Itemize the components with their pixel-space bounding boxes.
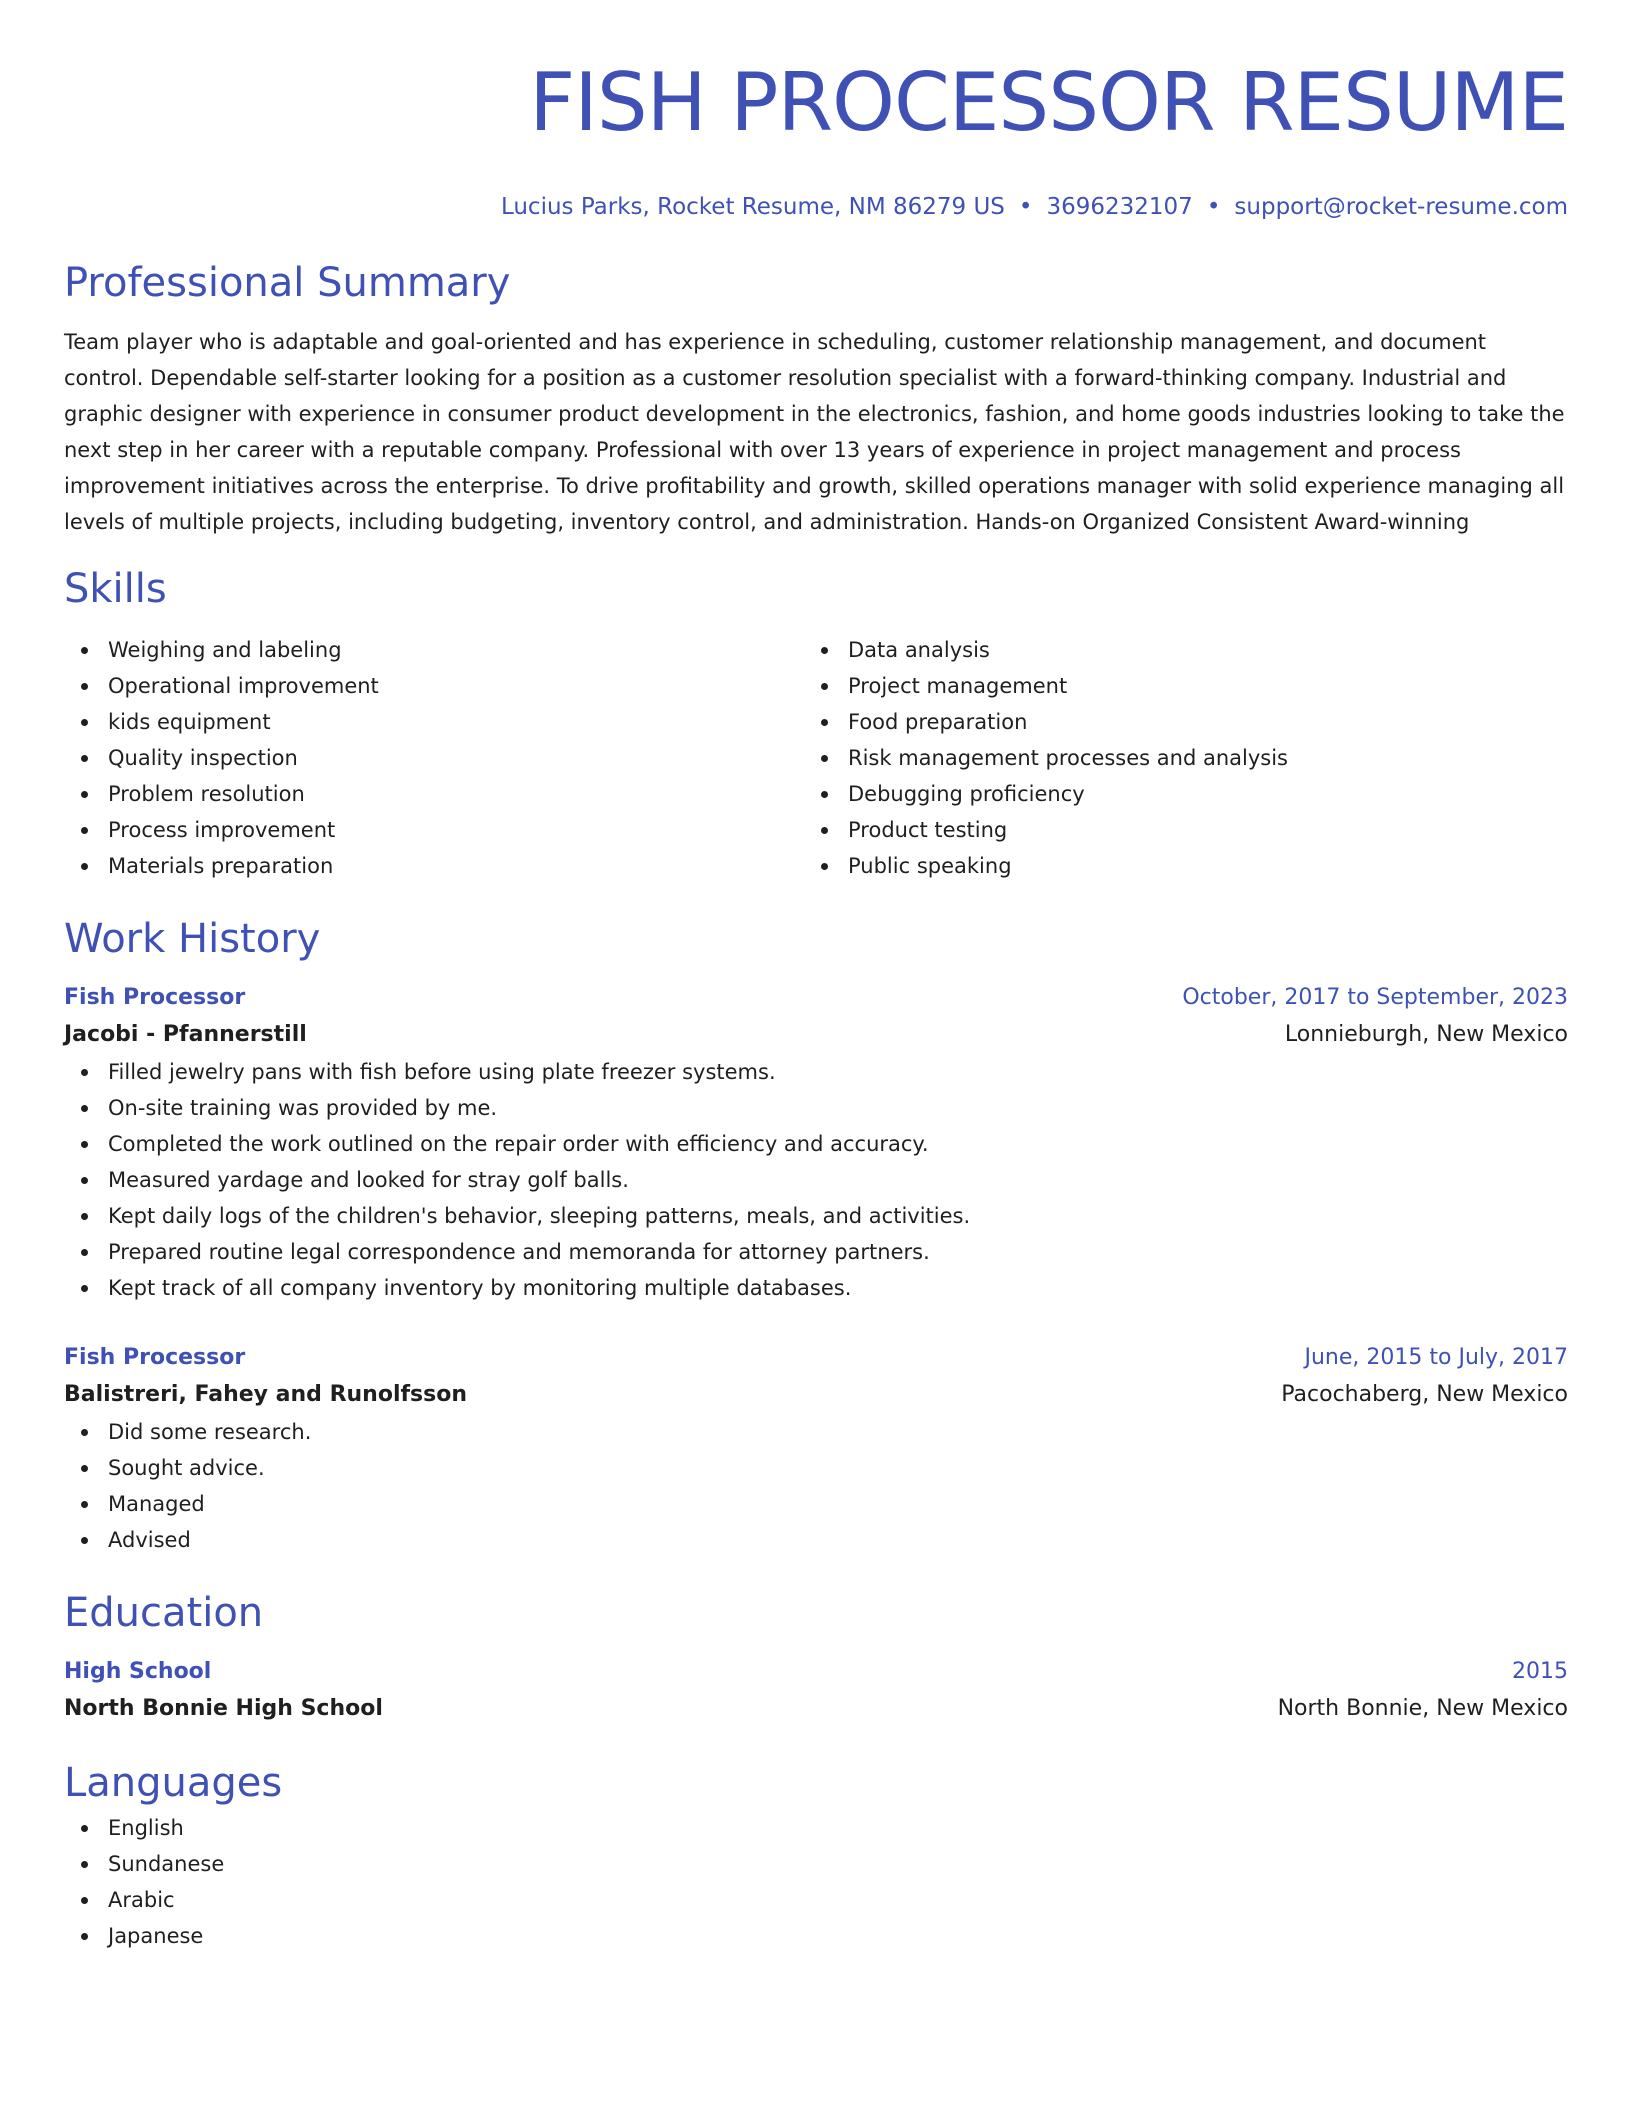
job-location: Pacochaberg, New Mexico — [1281, 1382, 1568, 1407]
skill-item: Operational improvement — [64, 668, 804, 704]
languages-section — [64, 1756, 1568, 1954]
skills-column-right — [804, 632, 1544, 884]
languages-heading: Languages — [64, 1760, 283, 1806]
skill-item: Materials preparation — [64, 848, 804, 884]
job-duty-item: Advised — [64, 1522, 1568, 1558]
job-duty-item: Managed — [64, 1486, 1568, 1522]
skill-item: Debugging proficiency — [804, 776, 1544, 812]
education-degree-row — [64, 1654, 1568, 1690]
language-item: Japanese — [64, 1918, 1568, 1954]
job-company-row — [64, 1016, 1568, 1054]
skills-list-left — [64, 632, 804, 884]
job-location: Lonnieburgh, New Mexico — [1284, 1022, 1568, 1047]
education-location: North Bonnie, New Mexico — [1277, 1696, 1568, 1721]
job-entry — [64, 980, 1568, 1306]
language-item: English — [64, 1810, 1568, 1846]
job-duty-item: Sought advice. — [64, 1450, 1568, 1486]
skill-item: Public speaking — [804, 848, 1544, 884]
resume-title: FISH PROCESSOR RESUME — [529, 56, 1568, 149]
job-title: Fish Processor — [64, 985, 246, 1010]
skill-item: Food preparation — [804, 704, 1544, 740]
education-year: 2015 — [1512, 1659, 1568, 1684]
skill-item: Product testing — [804, 812, 1544, 848]
job-dates: June, 2015 to July, 2017 — [1304, 1345, 1568, 1370]
work-history-heading: Work History — [64, 916, 321, 962]
skill-item: Quality inspection — [64, 740, 804, 776]
contact-line — [64, 192, 1568, 222]
job-duties-list — [64, 1054, 1568, 1306]
education-section — [64, 1586, 1568, 1728]
job-duty-item: Completed the work outlined on the repair order with efficiency and accuracy. — [64, 1126, 1568, 1162]
job-duty-item: On-site training was provided by me. — [64, 1090, 1568, 1126]
contact-separator: • — [1018, 194, 1033, 220]
job-entry — [64, 1340, 1568, 1558]
summary-section — [64, 256, 1568, 540]
skill-item: Risk management processes and analysis — [804, 740, 1544, 776]
skills-column-left — [64, 632, 804, 884]
job-company-row — [64, 1376, 1568, 1414]
job-title-row — [64, 980, 1568, 1016]
education-school: North Bonnie High School — [64, 1696, 383, 1721]
skill-item: Process improvement — [64, 812, 804, 848]
skill-item: Project management — [804, 668, 1544, 704]
skill-item: Data analysis — [804, 632, 1544, 668]
job-dates: October, 2017 to September, 2023 — [1182, 985, 1568, 1010]
education-school-row — [64, 1690, 1568, 1728]
skills-section — [64, 562, 1568, 884]
skill-item: Weighing and labeling — [64, 632, 804, 668]
skill-item: Problem resolution — [64, 776, 804, 812]
contact-phone: 3696232107 — [1046, 194, 1193, 220]
job-duty-item: Filled jewelry pans with fish before using plate freezer systems. — [64, 1054, 1568, 1090]
language-item: Arabic — [64, 1882, 1568, 1918]
skills-columns — [64, 632, 1568, 884]
job-duty-item: Kept daily logs of the children's behavior, sleeping patterns, meals, and activities. — [64, 1198, 1568, 1234]
job-duty-item: Measured yardage and looked for stray golf balls. — [64, 1162, 1568, 1198]
summary-text: Team player who is adaptable and goal-oriented and has experience in scheduling, customer relationship management, and document control. Dependable self-starter looking for a position as a customer resolution specialist with a forward-thinking company. Industrial and graphic designer with experience in consumer product development in the electronics, fashion, and home goods industries looking to take the next step in her career with a reputable company. Professional with over 13 years of experience in project management and process improvement initiatives across the enterprise. To drive profitability and growth, skilled operations manager with solid experience managing all levels of multiple projects, including budgeting, inventory control, and administration. Hands-on Organized Consistent Award-winning — [64, 330, 1565, 534]
job-company: Balistreri, Fahey and Runolfsson — [64, 1382, 468, 1407]
language-item: Sundanese — [64, 1846, 1568, 1882]
education-entry — [64, 1654, 1568, 1728]
job-duty-item: Prepared routine legal correspondence and memoranda for attorney partners. — [64, 1234, 1568, 1270]
job-duty-item: Kept track of all company inventory by monitoring multiple databases. — [64, 1270, 1568, 1306]
job-title: Fish Processor — [64, 1345, 246, 1370]
contact-address: Lucius Parks, Rocket Resume, NM 86279 US — [500, 194, 1005, 220]
contact-email: support@rocket-resume.com — [1234, 194, 1568, 220]
education-degree: High School — [64, 1659, 212, 1684]
languages-list — [64, 1810, 1568, 1954]
job-title-row — [64, 1340, 1568, 1376]
contact-separator: • — [1206, 194, 1221, 220]
job-duty-item: Did some research. — [64, 1414, 1568, 1450]
job-company: Jacobi - Pfannerstill — [64, 1022, 307, 1047]
work-history-section — [64, 912, 1568, 1558]
education-heading: Education — [64, 1590, 264, 1636]
skill-item: kids equipment — [64, 704, 804, 740]
skills-list-right — [804, 632, 1544, 884]
skills-heading: Skills — [64, 566, 167, 612]
summary-heading: Professional Summary — [64, 260, 511, 306]
job-duties-list — [64, 1414, 1568, 1558]
resume-header — [64, 48, 1568, 222]
